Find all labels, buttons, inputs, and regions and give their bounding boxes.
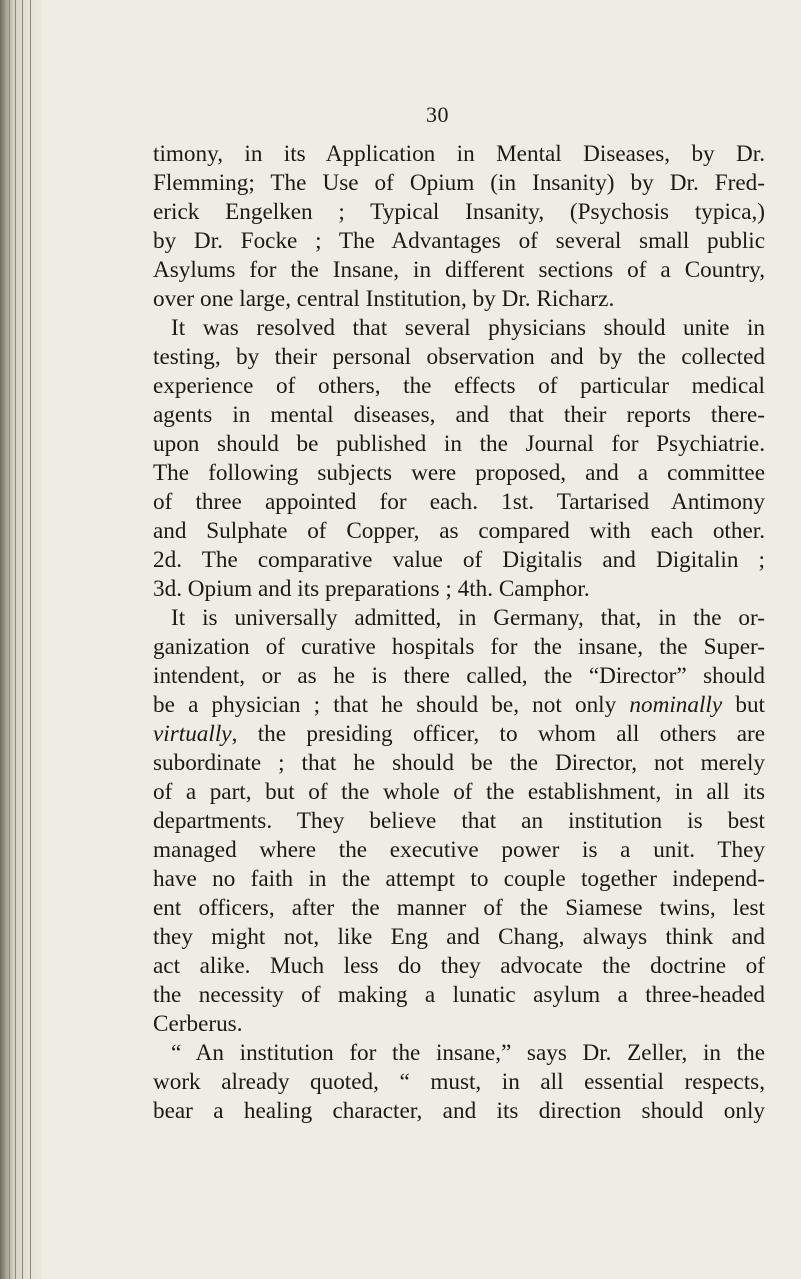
- text-line: experience of others, the effects of particular medical: [153, 373, 765, 399]
- text-line: of a part, but of the whole of the establishment, in all its: [153, 779, 765, 805]
- text-line: 2d. The comparative value of Digitalis and Digitalin ;: [153, 547, 765, 573]
- text-line: erick Engelken ; Typical Insanity, (Psychosis typica,): [153, 199, 765, 225]
- text-line: virtually, the presiding officer, to whom all others are: [153, 721, 765, 747]
- text-line: It is universally admitted, in Germany, that, in the or-: [171, 605, 765, 631]
- text-line: intendent, or as he is there called, the “Director” should: [153, 663, 765, 689]
- text-line: ent officers, after the manner of the Siamese twins, lest: [153, 895, 765, 921]
- text-line: over one large, central Institution, by Dr. Richarz.: [153, 286, 615, 312]
- text-line: testing, by their personal observation and by the collected: [153, 344, 765, 370]
- page-number: 30: [426, 102, 449, 127]
- text-line: upon should be published in the Journal for Psychiatrie.: [153, 431, 765, 457]
- text-line: managed where the executive power is a unit. They: [153, 837, 765, 863]
- text-line: Asylums for the Insane, in different sections of a Country,: [153, 257, 765, 283]
- text-line: Flemming; The Use of Opium (in Insanity) by Dr. Fred-: [153, 170, 765, 196]
- text-line: Cerberus.: [153, 1011, 243, 1037]
- text-line: “ An institution for the insane,” says Dr. Zeller, in the: [171, 1040, 765, 1066]
- text-line: by Dr. Focke ; The Advantages of several small public: [153, 228, 765, 254]
- text-line: departments. They believe that an institution is best: [153, 808, 765, 834]
- text-line: 3d. Opium and its preparations ; 4th. Camphor.: [153, 576, 590, 602]
- emphasis-nominally: nominally: [629, 692, 723, 718]
- text-line: The following subjects were proposed, and a committee: [153, 460, 765, 486]
- text-line: have no faith in the attempt to couple together independ-: [153, 866, 765, 892]
- text-line: bear a healing character, and its direction should only: [153, 1098, 765, 1124]
- text-line: they might not, like Eng and Chang, always think and: [153, 924, 765, 950]
- text-line: ganization of curative hospitals for the insane, the Super-: [153, 634, 765, 660]
- body-text: [153, 140, 765, 1126]
- text-line: and Sulphate of Copper, as compared with each other.: [153, 518, 765, 544]
- emphasis-virtually: virtually: [153, 721, 232, 747]
- text-line: of three appointed for each. 1st. Tartarised Antimony: [153, 489, 765, 515]
- text-line: It was resolved that several physicians should unite in: [171, 315, 765, 341]
- text-line: be a physician ; that he should be, not only nominally but: [153, 692, 765, 718]
- text-line: agents in mental diseases, and that their reports there-: [153, 402, 765, 428]
- text-line: act alike. Much less do they advocate the doctrine of: [153, 953, 765, 979]
- book-binding-edge: [0, 0, 42, 1279]
- text-line: the necessity of making a lunatic asylum a three-headed: [153, 982, 765, 1008]
- text-line: timony, in its Application in Mental Diseases, by Dr.: [153, 141, 765, 167]
- text-line: subordinate ; that he should be the Director, not merely: [153, 750, 765, 776]
- text-line: work already quoted, “ must, in all essential respects,: [153, 1069, 765, 1095]
